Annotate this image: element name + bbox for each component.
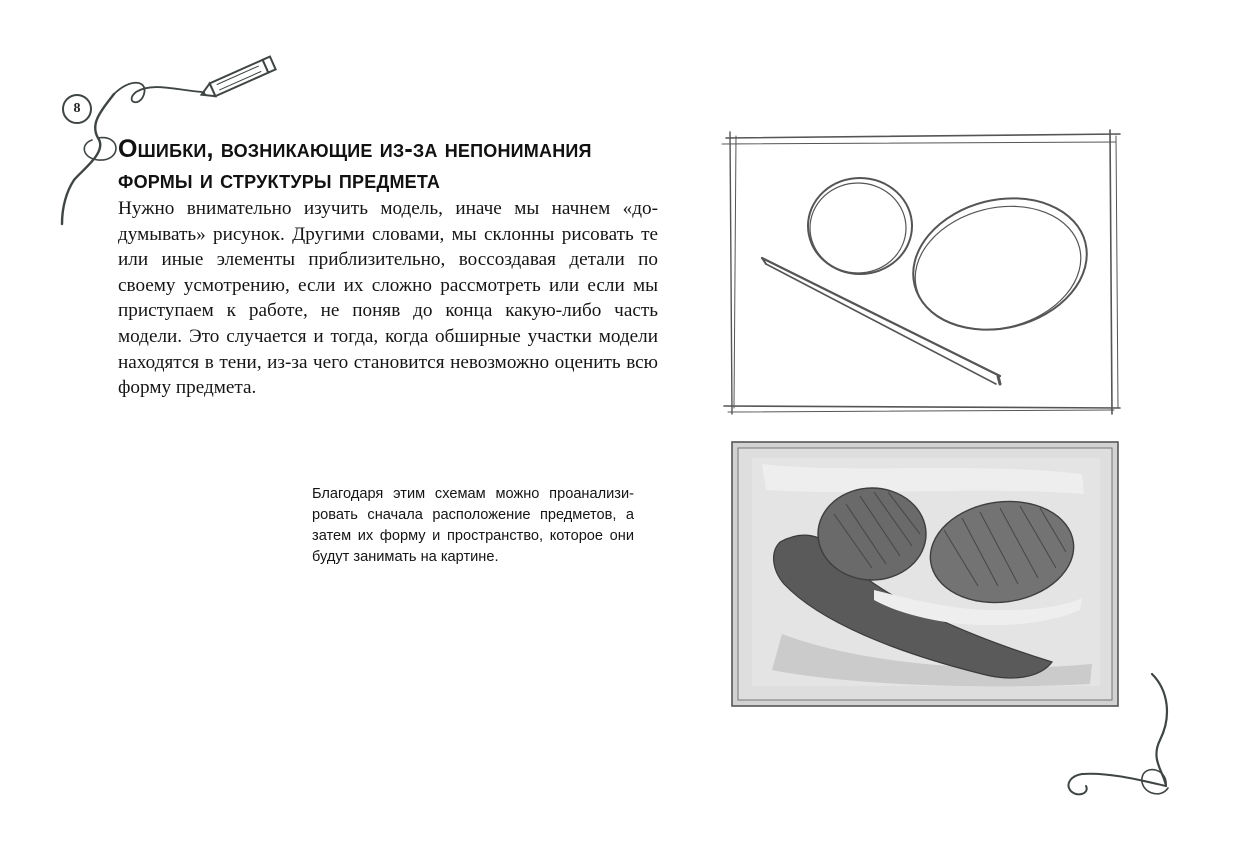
illustration-caption: Благодаря этим схемам можно проанализировать сначала расположение предметов, а затем их форму и пространство, которое они будут занимать на картине. <box>312 486 634 565</box>
body-paragraph: Нужно внимательно изучить модель, иначе мы начнем «додумывать» рисунок. Другими словами, мы склонны рисовать те или иные элементы приблизительно, воссоздавая детали по своему усмотрению, если их сложно рассмотреть или если мы приступаем к работе, не поняв до конца какую-либо часть модели. Это случается и тогда, когда обширные участки модели находятся в тени, из-за чего становится невозможно оценить всю форму предмета. <box>118 198 658 399</box>
pencil-icon <box>196 54 282 102</box>
page-number-badge <box>62 94 92 124</box>
heading-line-1: Ошибки, возникающие из-за непонимания <box>118 135 592 163</box>
bottom-right-ornament <box>1056 668 1186 818</box>
outline-sketch-illustration <box>718 126 1128 418</box>
section-heading <box>118 134 678 196</box>
page-number: 8 <box>73 101 81 116</box>
heading-line-2: формы и структуры предмета <box>118 166 441 194</box>
